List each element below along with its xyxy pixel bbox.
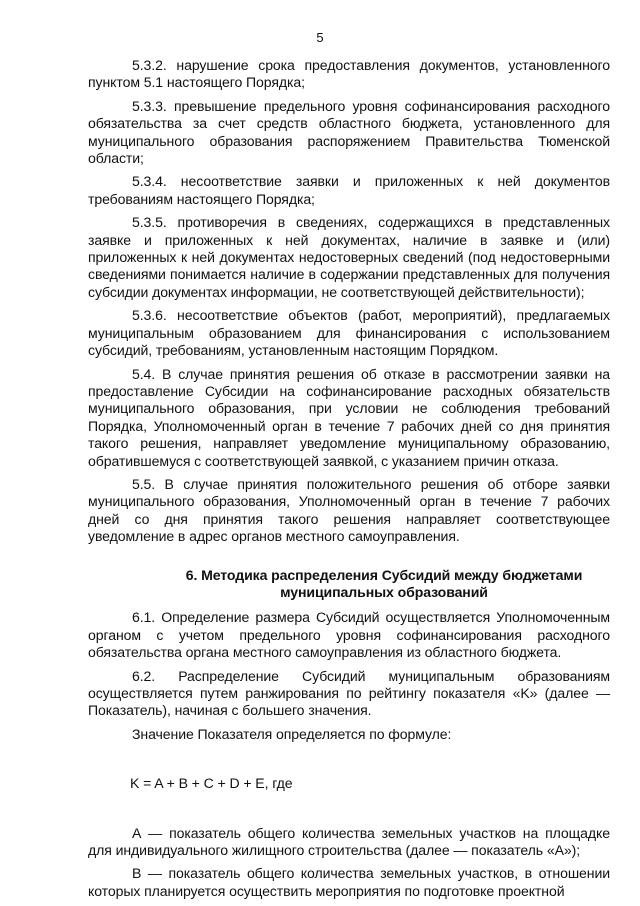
formula: K = A + B + C + D + E, где — [130, 775, 293, 792]
clause-5-3-4: 5.3.4. несоответствие заявки и приложенных к ней документов требованиям настоящего Порядка; — [88, 173, 610, 207]
section-6-heading — [88, 567, 610, 602]
clause-5-5: 5.5. В случае принятия положительного решения об отборе заявки муниципального образования, Уполномоченный орган в течение 7 рабочих дней со дня принятия такого решения направляет соответствующее уведомление в адрес органов местного самоуправления. — [88, 475, 610, 545]
clause-5-4: 5.4. В случае принятия решения об отказе в рассмотрении заявки на предоставление Субсидии на софинансирование расходных обязательств муниципального образования, при условии не соблюдения требований Порядка, Уполномоченный орган в течение 7 рабочих дней со дня принятия такого решения, направляет уведомление муниципальному образованию, обратившемуся с соответствующей заявкой, с указанием причин отказа. — [88, 365, 610, 469]
clause-5-3-5: 5.3.5. противоречия в сведениях, содержащихся в представленных заявке и приложенных к ней документах, наличие в заявке и (или) приложенных к ней документах недостоверных сведений (под недостоверными сведениями понимается наличие в содержании представленных для получения субсидии документах информации, не соответствующей действительности); — [88, 214, 610, 300]
section-6-heading-line-1: 6. Методика распределения Субсидий между бюджетами — [185, 566, 583, 583]
definition-b: В — показатель общего количества земельных участков, в отношении которых планируется осуществить мероприятия по подготовке проектной — [88, 865, 610, 899]
definition-a: А — показатель общего количества земельных участков на площадке для индивидуального жилищного строительства (далее — показатель «А»); — [88, 824, 610, 859]
page-number: 5 — [316, 30, 324, 45]
clause-5-3-2: 5.3.2. нарушение срока предоставления документов, установленного пунктом 5.1 настоящего Порядка; — [88, 57, 610, 91]
clause-6-2: 6.2. Распределение Субсидий муниципальным образованиям осуществляется путем ранжирования по рейтингу показателя «K» (далее — Показатель), начиная с большего значения. — [88, 667, 610, 719]
clause-5-3-3: 5.3.3. превышение предельного уровня софинансирования расходного обязательства за счет средств областного бюджета, установленного для муниципального образования распоряжением Правительства Тюменской области; — [88, 97, 610, 167]
document-body — [88, 57, 610, 906]
formula-intro: Значение Показателя определяется по формуле: — [132, 725, 452, 742]
clause-6-1: 6.1. Определение размера Субсидий осуществляется Уполномоченным органом с учетом предельного уровня софинансирования расходного обязательства органа местного самоуправления из областного бюджета. — [88, 609, 610, 661]
section-6-heading-line-2: муниципальных образований — [280, 583, 488, 600]
clause-5-3-6: 5.3.6. несоответствие объектов (работ, мероприятий), предлагаемых муниципальным образованием для финансирования с использованием субсидий, требованиям, установленным настоящим Порядком. — [88, 307, 610, 359]
